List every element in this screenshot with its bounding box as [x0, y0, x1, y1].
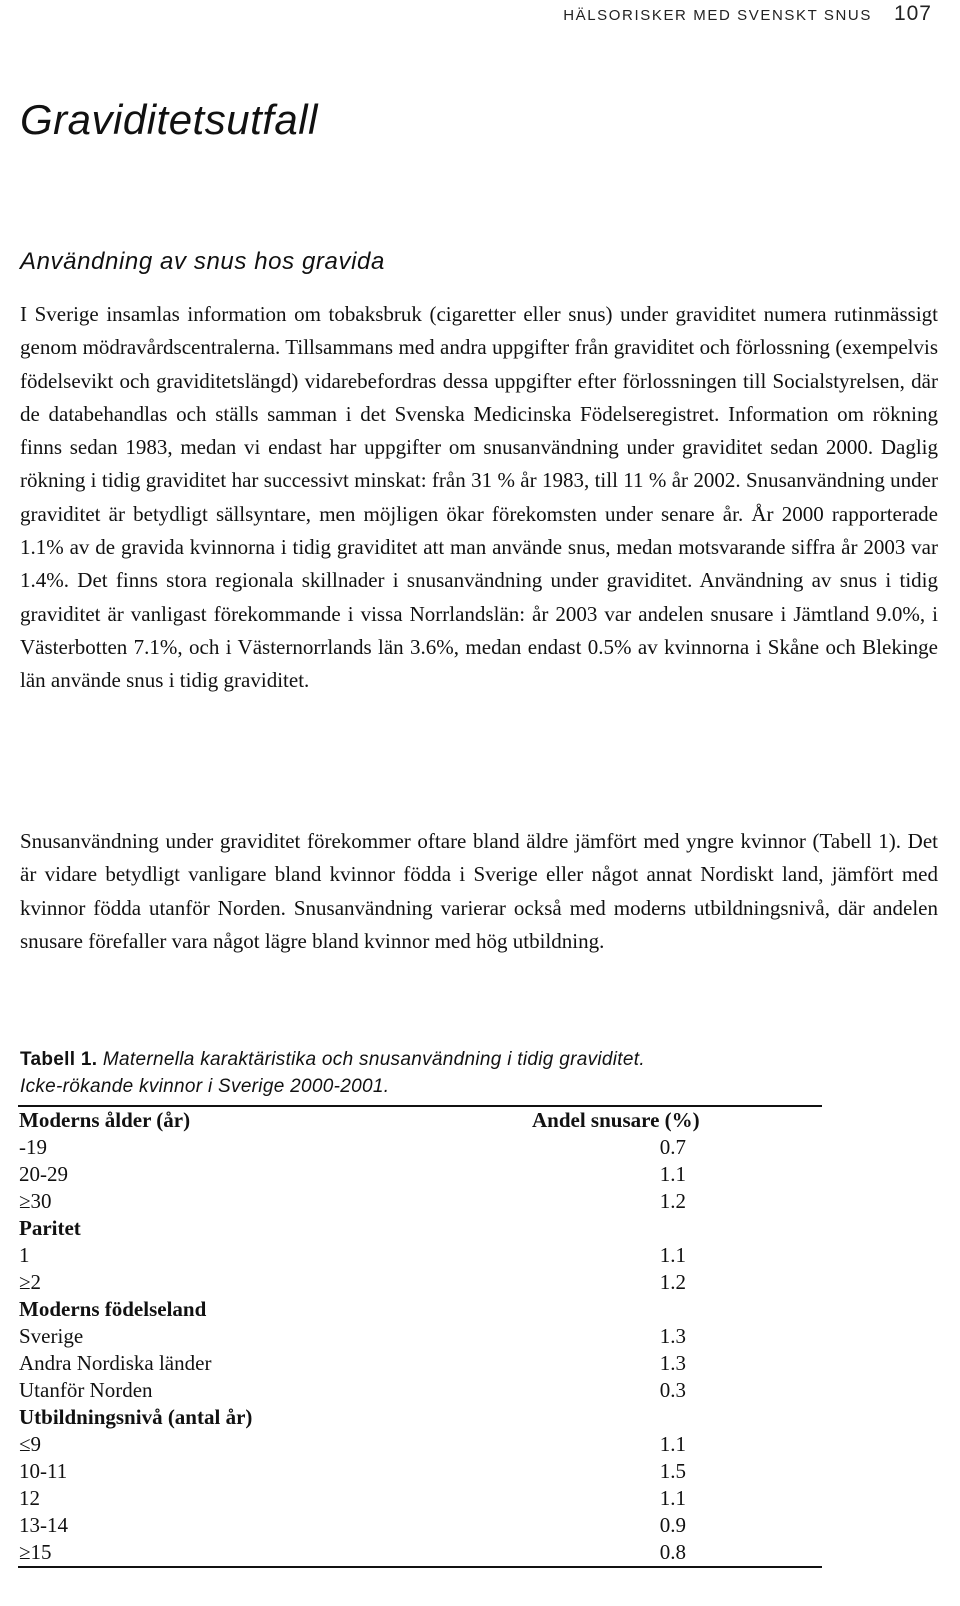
table-row [18, 1539, 822, 1566]
row-value: 1.2 [659, 1270, 686, 1294]
row-value: 0.3 [659, 1378, 686, 1402]
row-label: ≤9 [19, 1432, 42, 1456]
page-number: 107 [893, 2, 932, 25]
table-caption [20, 1046, 840, 1100]
row-value: 1.3 [659, 1324, 686, 1348]
row-value: 1.2 [659, 1189, 686, 1213]
row-label: ≥2 [19, 1270, 42, 1294]
table-group-header [18, 1215, 822, 1242]
row-label: Sverige [19, 1324, 84, 1348]
table-row [18, 1350, 822, 1377]
table-row [18, 1323, 822, 1350]
row-label: -19 [19, 1135, 47, 1159]
table-caption-label: Tabell 1. [20, 1049, 98, 1070]
row-label: Utanför Norden [19, 1378, 153, 1402]
group-label: Utbildningsnivå (antal år) [19, 1405, 253, 1429]
table-row [18, 1134, 822, 1161]
table-row [18, 1377, 822, 1404]
row-label: 1 [19, 1243, 30, 1267]
table-row [18, 1242, 822, 1269]
section-heading: Användning av snus hos gravida [20, 248, 385, 275]
body-paragraph-1: I Sverige insamlas information om tobaksbruk (cigaretter eller snus) under graviditet numera rutinmässigt genom mödravårdscentralerna. Tillsammans med andra uppgifter från graviditet och förlossning (exempelvis födelsevikt och graviditetslängd) vidarebefordras dessa uppgifter efter förlossningen till Socialstyrelsen, där de databehandlas och ställs samman i det Svenska Medicinska Födelseregistret. Information om rökning finns sedan 1983, medan vi endast har uppgifter om snusanvändning under graviditet sedan 2000. Daglig rökning i tidig graviditet har successivt minskat: från 31 % år 1983, till 11 % år 2002. Snusanvändning under graviditet är betydligt sällsyntare, men möjligen ökar förekomsten under senare år. År 2000 rapporterade 1.1% av de gravida kvinnorna i tidig graviditet att man använde snus, medan motsvarande siffra år 2003 var 1.4%. Det finns stora regionala skillnader i snusanvändning under graviditet. Användning av snus i tidig graviditet är vanligast förekommande i vissa Norrlandslän: år 2003 var andelen snusare i Jämtland 9.0%, i Västerbotten 7.1%, och i Västernorrlands län 3.6%, medan endast 0.5% av kvinnorna i Skåne och Blekinge län använde snus i tidig graviditet. [20, 302, 938, 693]
row-label: 20-29 [19, 1162, 68, 1186]
row-value: 1.1 [659, 1243, 686, 1267]
table-row [18, 1458, 822, 1485]
column-header-age: Moderns ålder (år) [19, 1108, 191, 1132]
group-label: Moderns födelseland [19, 1297, 207, 1321]
table-row [18, 1512, 822, 1539]
table-caption-subtext: Icke-rökande kvinnor i Sverige 2000-2001. [20, 1076, 390, 1097]
column-header-share: Andel snusare (%) [532, 1108, 700, 1132]
row-label: 13-14 [19, 1513, 68, 1537]
row-value: 1.5 [659, 1459, 686, 1483]
page-title: Graviditetsutfall [20, 96, 318, 143]
table-row [18, 1269, 822, 1296]
table-row [18, 1188, 822, 1215]
table-row [18, 1431, 822, 1458]
row-value: 1.3 [659, 1351, 686, 1375]
row-label: 12 [19, 1486, 40, 1510]
row-value: 1.1 [659, 1162, 686, 1186]
row-value: 0.7 [659, 1135, 686, 1159]
table-group-header [18, 1296, 822, 1323]
row-label: 10-11 [19, 1459, 68, 1483]
table-caption-text: Maternella karaktäristika och snusanvändning i tidig graviditet. [102, 1049, 645, 1070]
table-row [18, 1161, 822, 1188]
row-value: 1.1 [659, 1432, 686, 1456]
row-label: Andra Nordiska länder [19, 1351, 212, 1375]
running-title: HÄLSORISKER MED SVENSKT SNUS [563, 7, 872, 24]
table-header-row [18, 1107, 822, 1134]
row-value: 0.8 [659, 1540, 686, 1564]
data-table [18, 1105, 822, 1568]
row-value: 0.9 [659, 1513, 686, 1537]
table-group-header [18, 1404, 822, 1431]
running-header [563, 2, 932, 26]
row-label: ≥15 [19, 1540, 52, 1564]
body-paragraph-2: Snusanvändning under graviditet förekommer oftare bland äldre jämfört med yngre kvinnor (Tabell 1). Det är vidare betydligt vanligare bland kvinnor födda i Sverige eller något annat Nordiskt land, jämfört med kvinnor födda utanför Norden. Snusanvändning varierar också med moderns utbildningsnivå, där andelen snusare förefaller vara något lägre bland kvinnor med hög utbildning. [20, 829, 938, 953]
group-label: Paritet [19, 1216, 81, 1240]
row-value: 1.1 [659, 1486, 686, 1510]
table-row [18, 1485, 822, 1512]
row-label: ≥30 [19, 1189, 52, 1213]
